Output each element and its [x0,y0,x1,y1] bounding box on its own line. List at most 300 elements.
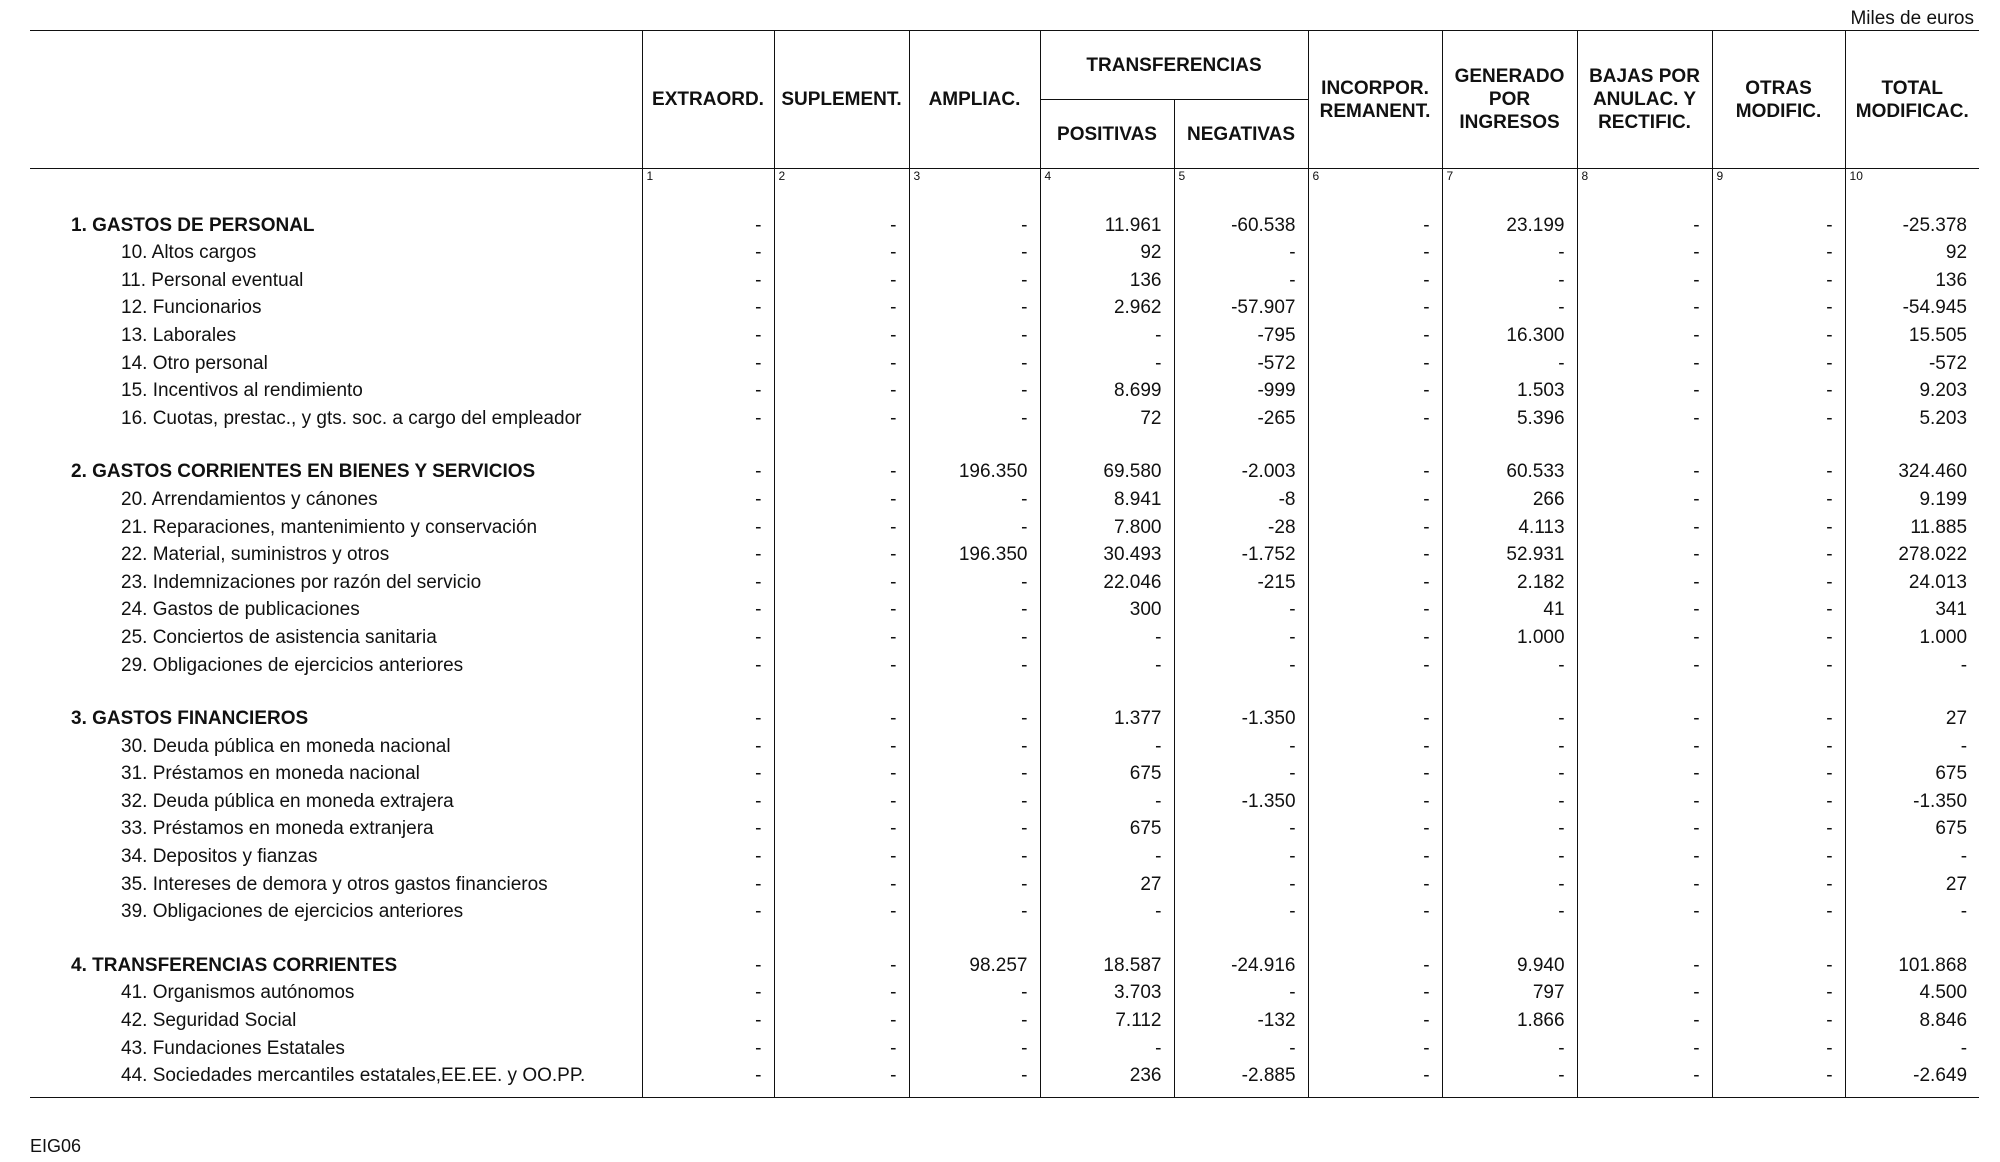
table-row-value: 675 [1040,760,1174,788]
table-row-value: - [909,898,1040,926]
table-row [30,1062,1979,1090]
spacer-row [30,432,1979,458]
spacer-row [30,925,1979,951]
table-row-value: - [1712,870,1845,898]
table-row-value: - [1308,294,1442,322]
table-row-value: - [1442,651,1577,679]
table-row-value: - [774,294,909,322]
table-row-value: - [1577,541,1712,569]
table-row-value: - [642,870,774,898]
table-row-value: - [909,321,1040,349]
table-row-value: - [1577,485,1712,513]
table-row-value: - [642,1034,774,1062]
table-row-value: - [1577,596,1712,624]
group-row-value: - [1712,211,1845,239]
column-number: 10 [1849,169,1863,183]
table-row-label: 33. Préstamos en moneda extranjera [30,815,642,843]
table-row-value: 1.000 [1442,623,1577,651]
table-row [30,842,1979,870]
table-row-value: - [774,541,909,569]
header-ampliac: AMPLIAC. [909,31,1040,169]
group-row-value: 1.377 [1040,705,1174,733]
table-row-value: 16.300 [1442,321,1577,349]
table-row-value: - [909,294,1040,322]
table-row-value: -795 [1174,321,1308,349]
table-row [30,979,1979,1007]
table-row-value: - [642,404,774,432]
table-row-value: 41 [1442,596,1577,624]
group-row-value: 23.199 [1442,211,1577,239]
table-row-value: - [1442,787,1577,815]
table-row-value: - [1174,1034,1308,1062]
table-row-value: - [1308,1034,1442,1062]
table-row-value: - [909,568,1040,596]
table-row-value: 22.046 [1040,568,1174,596]
table-row-value: - [1040,898,1174,926]
table-row-value: - [774,870,909,898]
table-row-value: - [1174,870,1308,898]
table-row-value: - [1442,349,1577,377]
header-otras: OTRAS MODIFIC. [1712,31,1845,169]
group-row-value: - [909,211,1040,239]
table-row-value: - [642,623,774,651]
table-row-value: 92 [1040,239,1174,267]
table-row-value: - [1308,377,1442,405]
table-row-value: 8.846 [1919,1010,1968,1032]
table-row-value: - [642,787,774,815]
table-row-value: - [1174,732,1308,760]
group-row-value: 18.587 [1040,951,1174,979]
table-row [30,596,1979,624]
table-row-value: - [774,404,909,432]
table-row-value: - [1712,266,1845,294]
group-row-label: 1. GASTOS DE PERSONAL [30,211,642,239]
table-row-value: - [1442,239,1577,267]
table-row-value: - [909,732,1040,760]
table-row-value: - [774,568,909,596]
table-row-value: - [1442,732,1577,760]
table-row-label: 10. Altos cargos [30,239,642,267]
table-row-value: 27 [1945,873,1968,895]
table-row-value: - [1577,1062,1712,1090]
table-row-value: 2.962 [1040,294,1174,322]
table-row [30,1006,1979,1034]
spacer-row [30,199,1979,211]
table-row-value: - [1308,815,1442,843]
table-row [30,294,1979,322]
table-row-value: - [909,513,1040,541]
table-row-label: 13. Laborales [30,321,642,349]
column-number: 5 [1174,169,1308,200]
table-row-value: 675 [1935,763,1968,785]
table-row-value: - [1040,732,1174,760]
table-row-value: 341 [1935,599,1968,621]
spacer-row [30,679,1979,705]
group-row-value: - [1577,211,1712,239]
table-row-value: - [774,1006,909,1034]
table-row-value: - [1712,760,1845,788]
table-row-value: - [1442,760,1577,788]
table-row-value: - [1442,898,1577,926]
table-row-value: 196.350 [909,541,1040,569]
group-row [30,458,1979,486]
header-blank [30,31,642,169]
table-row-value: - [774,513,909,541]
group-row-value: 196.350 [909,458,1040,486]
table-row-value: 675 [1935,818,1968,840]
table-row-value: - [642,898,774,926]
table-row-value: - [909,596,1040,624]
table-row [30,513,1979,541]
table-row-value: - [909,979,1040,1007]
table-row-value: - [642,815,774,843]
table-row-value: 278.022 [1898,544,1968,566]
table-row-value: - [1174,842,1308,870]
table-row-label: 30. Deuda pública en moneda nacional [30,732,642,760]
table-row-label: 22. Material, suministros y otros [30,541,642,569]
table-row [30,651,1979,679]
table-row-value: - [774,979,909,1007]
table-row-value: - [1308,732,1442,760]
group-row-label: 4. TRANSFERENCIAS CORRIENTES [30,951,642,979]
table-row-value: -1.350 [1174,787,1308,815]
table-row-value: - [1308,1006,1442,1034]
column-number: 3 [909,169,1040,200]
table-row-value: - [1308,321,1442,349]
table-row-value: - [1960,654,1968,676]
table-row-value: - [1174,596,1308,624]
table-row-label: 39. Obligaciones de ejercicios anteriores [30,898,642,926]
table-row-value: 9.199 [1919,488,1968,510]
table-row-value: - [642,321,774,349]
table-row-value: - [1308,760,1442,788]
group-row-value: - [1308,211,1442,239]
table-row-value: 136 [1040,266,1174,294]
table-row-value: - [1577,321,1712,349]
table-row-value: - [1040,349,1174,377]
table-row [30,349,1979,377]
header-bajas: BAJAS POR ANULAC. Y RECTIFIC. [1577,31,1712,169]
group-row-value: - [1308,705,1442,733]
group-row-value: - [909,705,1040,733]
table-row-label: 20. Arrendamientos y cánones [30,485,642,513]
table-row-label: 23. Indemnizaciones por razón del servicio [30,568,642,596]
table-row-value: - [909,1062,1040,1090]
table-row-value: - [642,1062,774,1090]
table-row-value: - [1577,239,1712,267]
table-row-value: 1.866 [1442,1006,1577,1034]
group-row-value: - [1308,951,1442,979]
header-extraord: EXTRAORD. [642,31,774,169]
table-row-value: - [909,787,1040,815]
table-row-value: - [1442,870,1577,898]
header-suplement: SUPLEMENT. [774,31,909,169]
group-row-label: 3. GASTOS FINANCIEROS [30,705,642,733]
table-row-value: - [642,266,774,294]
table-row-value: - [774,760,909,788]
table-row-value: - [1308,842,1442,870]
table-row-label: 44. Sociedades mercantiles estatales,EE.EE. y OO.PP. [30,1062,642,1090]
table-row-value: 675 [1040,815,1174,843]
table-row-value: - [642,568,774,596]
table-row-value: - [1442,294,1577,322]
table-row-value: - [1712,377,1845,405]
table-row-value: - [1960,846,1968,868]
table-row-value: - [774,266,909,294]
group-row-value: - [1712,705,1845,733]
table-row [30,732,1979,760]
table-row-label: 29. Obligaciones de ejercicios anteriores [30,651,642,679]
table-row-value: - [1577,377,1712,405]
table-row-value: - [1712,651,1845,679]
group-row-value: - [1577,705,1712,733]
table-row-value: - [909,842,1040,870]
table-row-value: - [642,760,774,788]
group-row-value: -25.378 [1902,214,1968,236]
table-row-value: - [909,377,1040,405]
group-row-value: 324.460 [1898,461,1968,483]
footer-code: EIG06 [30,1136,82,1156]
table-row-value: - [1712,1062,1845,1090]
table-row-value: - [1174,651,1308,679]
table-row-label: 43. Fundaciones Estatales [30,1034,642,1062]
table-row-value: - [1174,898,1308,926]
table-row-label: 35. Intereses de demora y otros gastos financieros [30,870,642,898]
group-row-value: - [774,705,909,733]
table-row-value: - [1577,979,1712,1007]
table-row-value: 92 [1945,242,1968,264]
table-row-value: - [1712,732,1845,760]
table-row-value: - [909,815,1040,843]
table-row-value: - [909,239,1040,267]
table-row-value: 27 [1040,870,1174,898]
table-row-value: 8.941 [1040,485,1174,513]
group-row-value: 27 [1945,708,1968,730]
table-row-value: - [1712,787,1845,815]
table-row-value: - [774,321,909,349]
table-row-value: 9.203 [1919,380,1968,402]
table-row-value: - [1577,266,1712,294]
table-row-value: - [1712,513,1845,541]
table-row-value: - [1174,979,1308,1007]
table-row-value: - [1040,787,1174,815]
table-row-value: - [1040,1034,1174,1062]
table-row-value: - [1712,815,1845,843]
table-row-value: - [1308,979,1442,1007]
table-row-value: - [1712,1034,1845,1062]
table-row-value: - [642,485,774,513]
budget-modifications-table [30,30,1979,1098]
table-row-value: -2.649 [1913,1065,1968,1087]
group-row-value: 101.868 [1898,954,1968,976]
group-row-value: - [1308,458,1442,486]
table-row [30,239,1979,267]
table-row-value: - [909,870,1040,898]
column-number: 1 [642,169,774,200]
table-row-value: - [1174,266,1308,294]
column-number: 4 [1040,169,1174,200]
table-row-label: 14. Otro personal [30,349,642,377]
table-row-value: 52.931 [1442,541,1577,569]
table-row-value: - [909,266,1040,294]
table-row-value: - [1308,485,1442,513]
table-row-value: 7.112 [1040,1006,1174,1034]
table-row-value: -28 [1174,513,1308,541]
table-row-value: - [1308,404,1442,432]
table-row-value: - [1040,651,1174,679]
table-row-value: - [1442,1034,1577,1062]
table-row-value: - [1712,898,1845,926]
column-number-blank [30,169,642,200]
table-row-value: 266 [1442,485,1577,513]
table-row-value: - [774,815,909,843]
table-row [30,404,1979,432]
table-row-value: - [1577,404,1712,432]
table-row-value: - [642,377,774,405]
table-row-value: - [774,842,909,870]
table-row-value: 4.500 [1919,982,1968,1004]
table-row-value: - [1577,898,1712,926]
table-row-value: 2.182 [1442,568,1577,596]
group-row-value: -60.538 [1174,211,1308,239]
table-row-value: - [1712,842,1845,870]
table-row-value: - [1308,898,1442,926]
table-row-value: - [774,732,909,760]
spacer-row [30,1089,1979,1098]
group-row-value: -24.916 [1174,951,1308,979]
group-row-value: 98.257 [909,951,1040,979]
table-row-value: - [1308,787,1442,815]
group-row-value: - [1577,951,1712,979]
table-row-value: - [1577,842,1712,870]
table-row-label: 15. Incentivos al rendimiento [30,377,642,405]
table-row-value: - [1442,842,1577,870]
table-row-label: 25. Conciertos de asistencia sanitaria [30,623,642,651]
table-row [30,485,1979,513]
table-row-value: - [642,239,774,267]
table-row-value: - [1308,513,1442,541]
table-row-value: - [774,623,909,651]
table-row-value: - [774,651,909,679]
table-row-value: - [1040,842,1174,870]
table-row-value: - [1577,349,1712,377]
table-row-value: 15.505 [1908,324,1968,346]
table-row-value: - [909,485,1040,513]
table-row-value: 136 [1935,269,1968,291]
table-row-value: - [1712,623,1845,651]
table-row [30,787,1979,815]
table-row-value: - [1577,1006,1712,1034]
table-row-value: - [1960,735,1968,757]
group-row-value: - [642,211,774,239]
table-row-value: - [1577,1034,1712,1062]
table-row-label: 32. Deuda pública en moneda extrajera [30,787,642,815]
table-row-label: 42. Seguridad Social [30,1006,642,1034]
header-transferencias: TRANSFERENCIAS [1040,31,1308,100]
table-row-value: - [1712,596,1845,624]
column-number: 6 [1308,169,1442,200]
table-row [30,760,1979,788]
table-body [30,169,1979,1098]
table-row-value: - [642,979,774,1007]
table-row-value: - [1577,787,1712,815]
table-row-value: - [909,404,1040,432]
table-row-value: - [642,513,774,541]
table-row-value: 11.885 [1910,516,1968,538]
group-row-value: - [1577,458,1712,486]
table-row-value: - [1308,1062,1442,1090]
table-row-value: 236 [1040,1062,1174,1090]
table-row-value: - [1308,651,1442,679]
table-row-value: - [1712,485,1845,513]
table-row [30,1034,1979,1062]
table-row-value: - [774,596,909,624]
table-row-value: - [1308,623,1442,651]
table-row-value: - [1040,321,1174,349]
table-row-value: - [1442,266,1577,294]
table-row-value: 797 [1442,979,1577,1007]
table-row-value: - [1577,760,1712,788]
table-row-value: - [1712,321,1845,349]
table-row-value: - [774,239,909,267]
table-row-label: 21. Reparaciones, mantenimiento y conservación [30,513,642,541]
table-row-value: -265 [1174,404,1308,432]
group-row-value: - [1442,705,1577,733]
header-incorpor: INCORPOR. REMANENT. [1308,31,1442,169]
table-row-label: 24. Gastos de publicaciones [30,596,642,624]
table-row-value: - [909,1034,1040,1062]
table-row-value: - [909,760,1040,788]
table-row [30,623,1979,651]
column-number: 7 [1442,169,1577,200]
table-row-value: - [1308,349,1442,377]
group-row-value: - [642,458,774,486]
group-row [30,705,1979,733]
table-row-value: -215 [1174,568,1308,596]
table-row-value: - [774,787,909,815]
table-row-value: - [1577,732,1712,760]
table-row-value: - [1712,568,1845,596]
table-row [30,898,1979,926]
table-row-value: 4.113 [1442,513,1577,541]
column-number: 2 [774,169,909,200]
table-row-value: - [642,294,774,322]
table-row-value: - [1712,294,1845,322]
table-row-value: - [1712,979,1845,1007]
table-row-value: 72 [1040,404,1174,432]
table-row-value: - [642,732,774,760]
table-row-value: - [642,349,774,377]
group-row-value: - [1712,951,1845,979]
column-number: 8 [1577,169,1712,200]
table-row-value: - [909,651,1040,679]
group-row-value: - [774,211,909,239]
table-row-value: 7.800 [1040,513,1174,541]
table-row-value: - [642,541,774,569]
table-row-value: -999 [1174,377,1308,405]
table-row-value: - [1308,239,1442,267]
group-row-value: - [774,951,909,979]
table-row-value: - [1712,239,1845,267]
table-row-label: 31. Préstamos en moneda nacional [30,760,642,788]
table-row-label: 12. Funcionarios [30,294,642,322]
table-row-value: 300 [1040,596,1174,624]
group-row-value: 9.940 [1442,951,1577,979]
table-row-value: - [1308,568,1442,596]
column-number-row [30,169,1979,200]
table-row-value: - [909,349,1040,377]
table-row-value: -54.945 [1902,297,1968,319]
